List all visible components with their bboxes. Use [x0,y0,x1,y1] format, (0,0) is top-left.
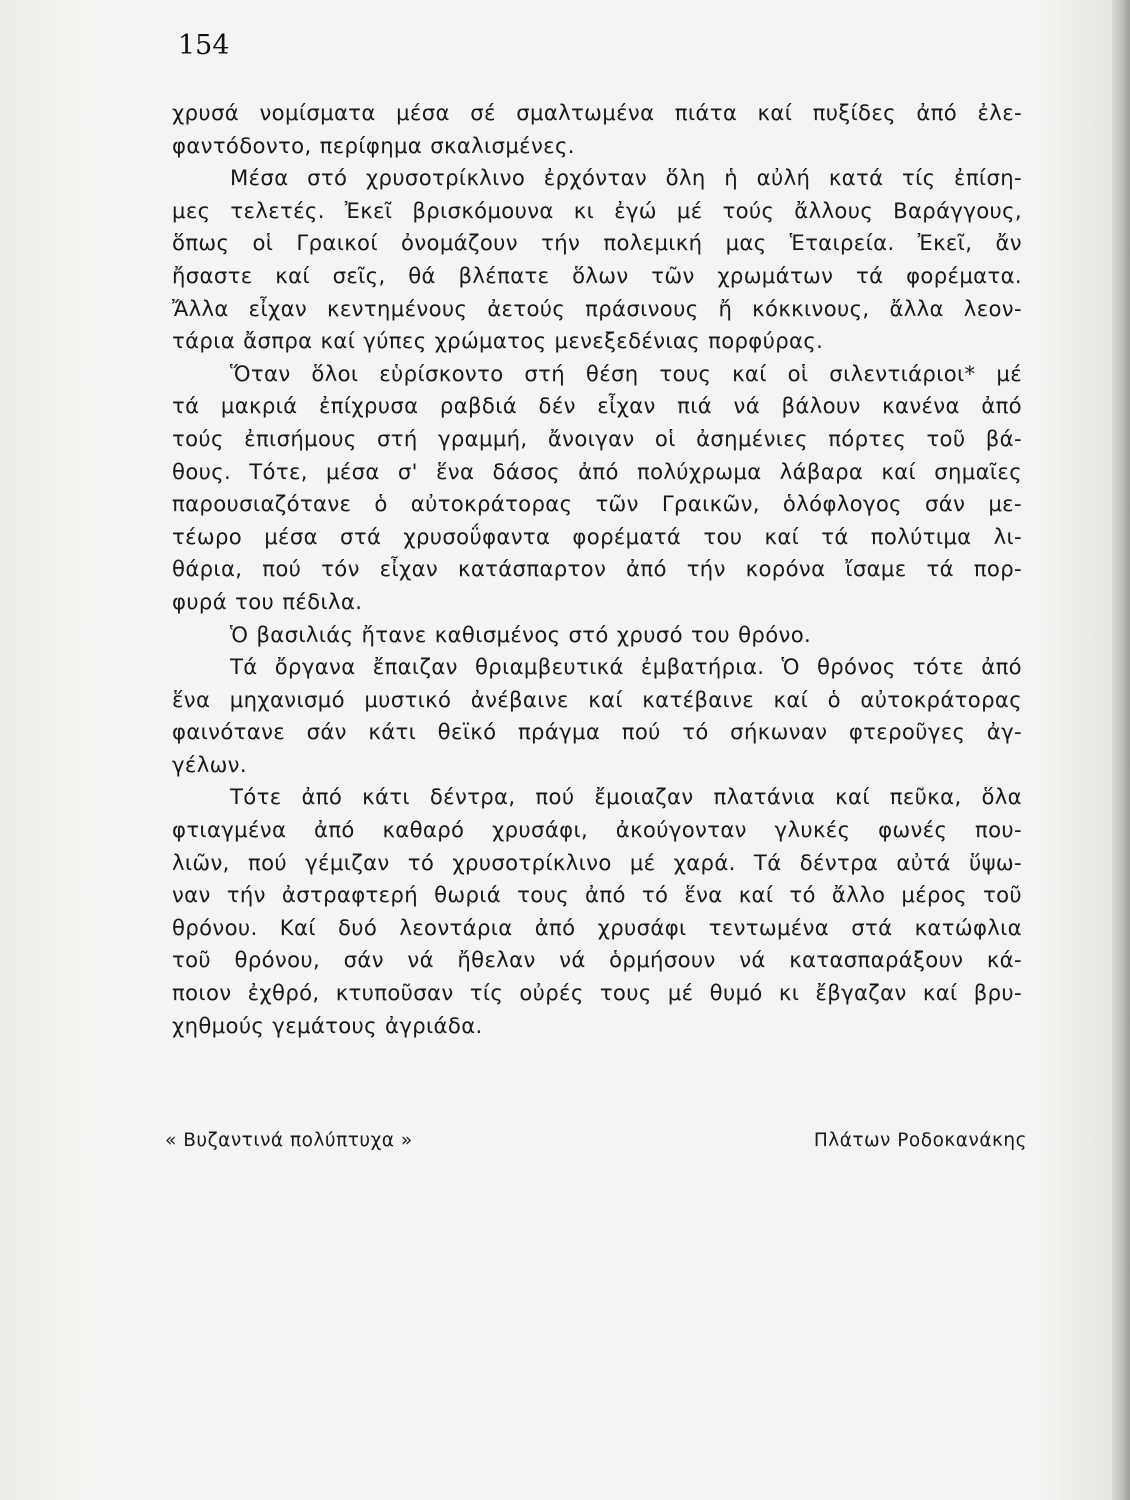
source-author: Πλάτων Ροδοκανάκης [813,1130,1027,1151]
text-line: μες τελετές. Ἐκεῖ βρισκόμουνα κι ἐγώ μέ τούς ἄλλους Βαράγγους, [172,197,1022,223]
text-line: Τότε ἀπό κάτι δέντρα, πού ἔμοιαζαν πλατάνια καί πεῦκα, ὅλα [230,784,1022,810]
text-line: Ὅταν ὅλοι εὑρίσκοντο στή θέση τους καί οἱ σιλεντιάριοι* μέ [230,360,1022,386]
text-line: Ὁ βασιλιάς ἤτανε καθισμένος στό χρυσό του θρόνο. [230,621,812,647]
paragraph [172,97,1022,162]
text-line: χρυσά νομίσματα μέσα σέ σμαλτωμένα πιάτα καί πυξίδες ἀπό ἐλε- [172,100,1022,125]
text-line: χηθμούς γεμάτους ἀγριάδα. [172,1012,483,1038]
text-line: τέωρο μέσα στά χρυσοΰφαντα φορέματά του καί τά πολύτιμα λι- [172,523,1022,549]
text-line: τάρια ἄσπρα καί γύπες χρώματος μενεξεδένιας πορφύρας. [172,328,824,354]
text-line: Τά ὄργανα ἔπαιζαν θριαμβευτικά ἐμβατήρια. Ὁ θρόνος τότε ἀπό [230,654,1022,680]
text-line: ναν τήν ἀστραφτερή θωριά τους ἀπό τό ἕνα καί τό ἄλλο μέρος τοῦ [172,882,1022,908]
text-line: λιῶν, πού γέμιζαν τό χρυσοτρίκλινο μέ χαρά. Τά δέντρα αὐτά ὕψω- [172,849,1022,875]
paragraph [172,358,1022,619]
text-line: Μέσα στό χρυσοτρίκλινο ἐρχόνταν ὅλη ἡ αὐλή κατά τίς ἐπίση- [230,165,1022,191]
body-text [172,97,1022,1042]
text-line: φτιαγμένα ἀπό καθαρό χρυσάφι, ἀκούγονταν γλυκές φωνές που- [172,817,1022,843]
page-edge-shadow [1112,0,1130,1500]
paragraph [172,619,1022,652]
source-title: « Βυζαντινά πολύπτυχα » [165,1130,413,1151]
text-line: τά μακριά ἐπίχρυσα ραβδιά δέν εἶχαν πιά νά βάλουν κανένα ἀπό [172,393,1022,419]
text-line: ἕνα μηχανισμό μυστικό ἀνέβαινε καί κατέβαινε καί ὁ αὐτοκράτορας [172,686,1022,712]
text-line: γέλων. [172,751,247,777]
paragraph [172,781,1022,1042]
text-line: φαντόδοντο, περίφημα σκαλισμένες. [172,132,575,158]
text-line: παρουσιαζότανε ὁ αὐτοκράτορας τῶν Γραικῶν, ὁλόφλογος σάν με- [172,491,1022,517]
text-line: Ἄλλα εἶχαν κεντημένους ἀετούς πράσινους ἤ κόκκινους, ἄλλα λεον- [172,295,1022,321]
page-number: 154 [178,30,230,61]
text-line: θάρια, πού τόν εἶχαν κατάσπαρτον ἀπό τήν κορόνα ἴσαμε τά πορ- [172,556,1022,582]
text-line: φαινότανε σάν κάτι θεϊκό πράγμα πού τό σήκωναν φτεροῦγες ἀγ- [172,719,1022,745]
text-line: τοῦ θρόνου, σάν νά ἤθελαν νά ὁρμήσουν νά κατασπαράξουν κά- [172,947,1022,973]
text-line: ἤσαστε καί σεῖς, θά βλέπατε ὅλων τῶν χρωμάτων τά φορέματα. [172,262,1022,288]
paragraph [172,651,1022,781]
text-line: φυρά του πέδιλα. [172,588,363,614]
paragraph [172,162,1022,358]
text-line: ποιον ἐχθρό, κτυποῦσαν τίς οὐρές τους μέ θυμό κι ἔβγαζαν καί βρυ- [172,980,1022,1006]
text-line: θους. Τότε, μέσα σ' ἕνα δάσος ἀπό πολύχρωμα λάβαρα καί σημαῖες [172,458,1022,484]
text-line: τούς ἐπισήμους στή γραμμή, ἄνοιγαν οἱ ἀσημένιες πόρτες τοῦ βά- [172,425,1022,451]
text-line: ὅπως οἱ Γραικοί ὀνομάζουν τήν πολεμική μας Ἑταιρεία. Ἐκεῖ, ἄν [172,230,1022,256]
source-attribution [165,1130,1027,1160]
text-line: θρόνου. Καί δυό λεοντάρια ἀπό χρυσάφι τεντωμένα στά κατώφλια [172,914,1022,940]
